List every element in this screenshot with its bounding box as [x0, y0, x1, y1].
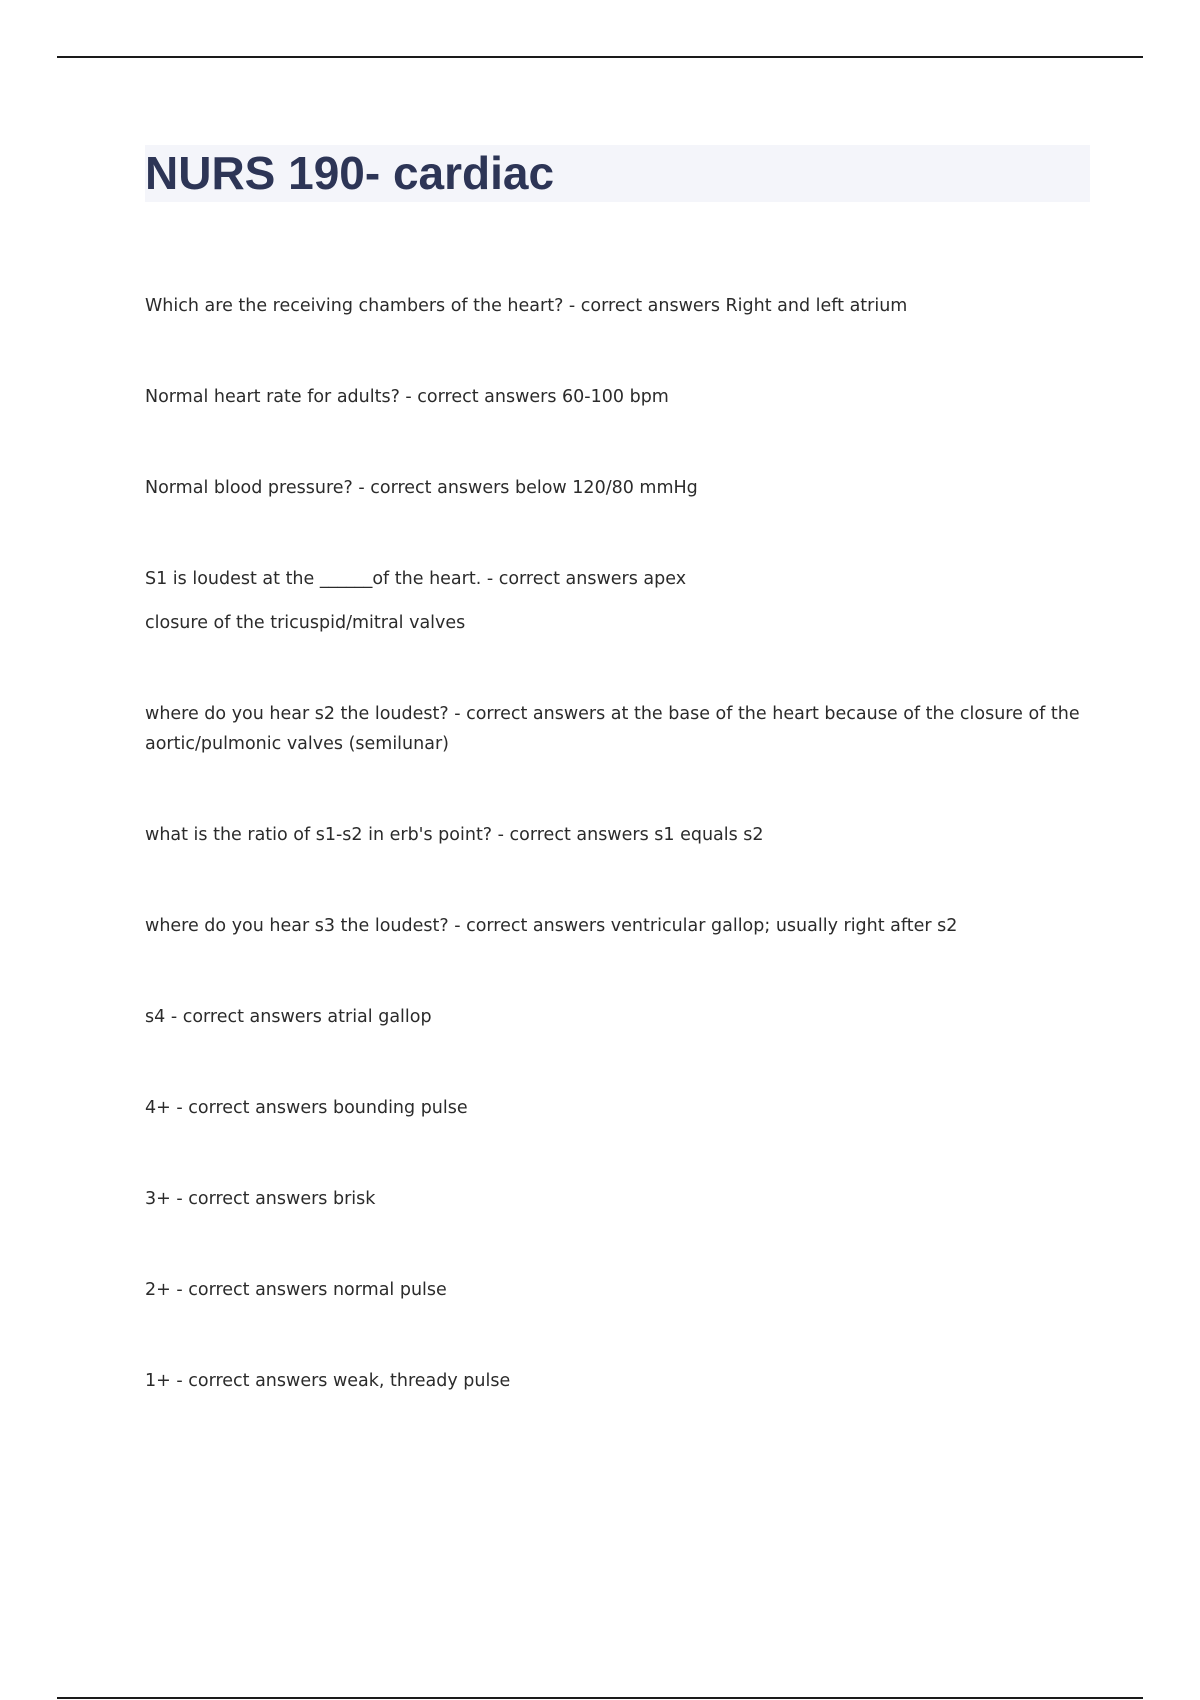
- qa-item-1: Which are the receiving chambers of the heart? - correct answers Right and left atrium: [145, 296, 908, 316]
- qa-item-9: 4+ - correct answers bounding pulse: [145, 1098, 468, 1118]
- top-rule: [57, 56, 1143, 58]
- qa-item-10: 3+ - correct answers brisk: [145, 1189, 376, 1209]
- qa-item-12: 1+ - correct answers weak, thready pulse: [145, 1371, 511, 1391]
- qa-item-4: [145, 564, 1090, 638]
- qa-item-6: what is the ratio of s1-s2 in erb's point? - correct answers s1 equals s2: [145, 825, 764, 845]
- qa-item-4-note: closure of the tricuspid/mitral valves: [145, 613, 466, 633]
- qa-item-4-text: S1 is loudest at the ______of the heart. - correct answers apex: [145, 569, 687, 589]
- qa-item-11: 2+ - correct answers normal pulse: [145, 1280, 447, 1300]
- qa-item-3: Normal blood pressure? - correct answers below 120/80 mmHg: [145, 478, 698, 498]
- qa-item-8: s4 - correct answers atrial gallop: [145, 1007, 432, 1027]
- bottom-rule: [57, 1697, 1143, 1699]
- page-title: NURS 190- cardiac: [145, 147, 555, 199]
- qa-item-7: where do you hear s3 the loudest? - correct answers ventricular gallop; usually right after s2: [145, 916, 958, 936]
- qa-item-5: where do you hear s2 the loudest? - correct answers at the base of the heart because of the closure of the aortic/pulmonic valves (semilunar): [145, 704, 1080, 754]
- qa-item-2: Normal heart rate for adults? - correct answers 60-100 bpm: [145, 387, 669, 407]
